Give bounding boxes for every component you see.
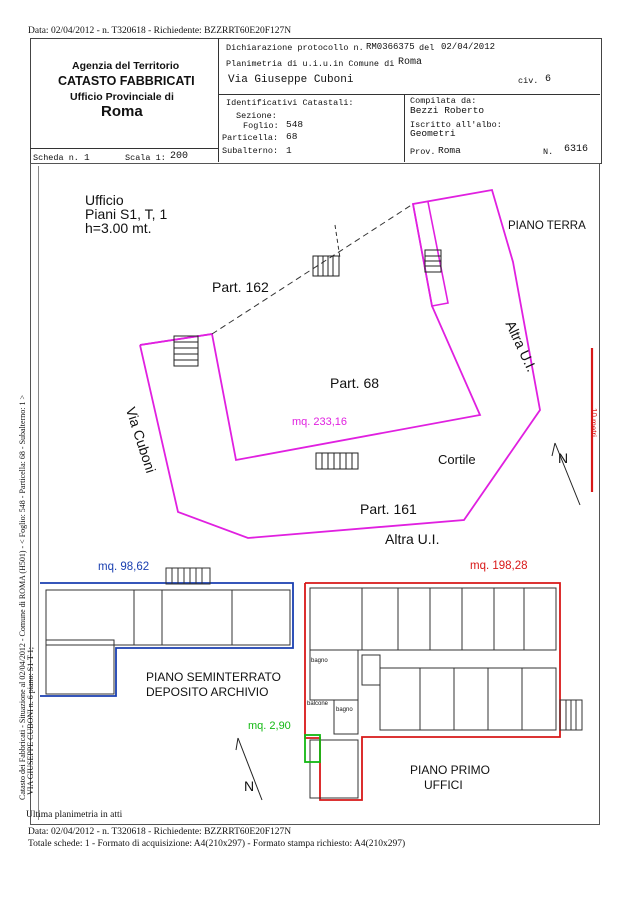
- label-via-cuboni: Via Cuboni: [122, 405, 160, 475]
- plan-title-line-3: h=3.00 mt.: [85, 220, 152, 236]
- label-part-162: Part. 162: [212, 279, 269, 295]
- particella-value: 68: [286, 131, 298, 142]
- foglio-label: Foglio:: [243, 121, 279, 131]
- label-piano-terra: PIANO TERRA: [508, 220, 586, 232]
- label-area-seminterrato: mq. 98,62: [98, 561, 150, 573]
- footer-line-1: Data: 02/04/2012 - n. T320618 - Richiedente: BZZRRT60E20F127N: [28, 827, 292, 837]
- scheda-label: Scheda n.: [33, 153, 79, 163]
- agency-city: Roma: [101, 103, 143, 120]
- stairs-upper-left: [174, 336, 198, 366]
- n-value: 6316: [564, 144, 589, 155]
- side-stamp: Catasto dei Fabbricati - Situazione al 02/04/2012 - Comune di ROMA (H501) - < Foglio: 548 - Particella: 68 - Subalterno: 1 >: [18, 395, 27, 800]
- declaration-label: Dichiarazione protocollo n.: [226, 43, 364, 53]
- label-piano-seminterrato: PIANO SEMINTERRATO: [146, 670, 281, 684]
- albo-label: Iscritto all'albo:: [410, 120, 502, 130]
- label-part-161: Part. 161: [360, 501, 417, 517]
- label-area-primo: mq. 198,28: [470, 560, 528, 572]
- header-top-line: Data: 02/04/2012 - n. T320618 - Richiedente: BZZRRT60E20F127N: [28, 26, 292, 36]
- declaration-date: 02/04/2012: [441, 42, 496, 52]
- footer-ultima: Ultima planimetria in atti: [26, 810, 123, 820]
- declaration-del: del: [419, 43, 435, 53]
- particella-label: Particella:: [222, 133, 279, 143]
- balcony-outline: [305, 735, 320, 762]
- foglio-value: 548: [286, 119, 304, 130]
- label-piano-primo: PIANO PRIMO: [410, 763, 491, 777]
- identificativi-title: Identificativi Catastali:: [226, 98, 354, 108]
- label-bagno-1: bagno: [311, 658, 328, 664]
- compilata-label: Compilata da:: [410, 96, 477, 106]
- compilata-name: Bezzi Roberto: [410, 105, 485, 116]
- label-scale-bar: 10 metri: [589, 408, 598, 437]
- address-street: Via Giuseppe Cuboni: [228, 74, 354, 86]
- declaration-number: RM0366375: [366, 42, 415, 52]
- scala-label: Scala 1:: [125, 153, 166, 163]
- subalterno-label: Subalterno:: [222, 146, 279, 156]
- label-north-lower: N: [244, 778, 255, 794]
- label-uffici: UFFICI: [424, 778, 463, 792]
- address-civ: 6: [545, 74, 552, 85]
- label-area-balcone: mq. 2,90: [248, 720, 291, 732]
- label-cortile: Cortile: [438, 452, 476, 467]
- subalterno-value: 1: [286, 145, 292, 156]
- label-area-terra: mq. 233,16: [292, 416, 348, 428]
- scala-value: 200: [170, 151, 189, 162]
- n-label: N.: [543, 147, 554, 157]
- albo-value: Geometri: [410, 128, 456, 139]
- label-deposito-archivio: DEPOSITO ARCHIVIO: [146, 685, 269, 699]
- prov-value: Roma: [438, 145, 461, 156]
- label-bagno-2: bagno: [336, 707, 353, 713]
- label-north-upper: N: [558, 450, 569, 466]
- sezione-label: Sezione:: [236, 111, 277, 121]
- agency-ufficio: Ufficio Provinciale di: [70, 91, 174, 103]
- address-civ-label: civ.: [518, 76, 539, 86]
- scheda-value: 1: [84, 152, 90, 163]
- ground-floor-outline: [140, 190, 540, 538]
- ground-floor-notch: [413, 202, 448, 306]
- prov-label: Prov.: [410, 147, 436, 157]
- side-stamp-2: VIA GIUSEPPE CUBONI n. 6 piano: S1-T-1;: [26, 647, 35, 795]
- label-altra-ui-right: Altra U.I.: [502, 318, 541, 375]
- plan-title-line-1: Ufficio: [85, 192, 124, 208]
- agency-name: Agenzia del Territorio: [72, 60, 180, 72]
- planimetria-comune: Roma: [398, 57, 423, 68]
- stairs-cortile: [316, 453, 358, 469]
- agency-catasto: CATASTO FABBRICATI: [58, 74, 195, 88]
- label-altra-ui-bottom: Altra U.I.: [385, 531, 440, 547]
- footer-line-2: Totale schede: 1 - Formato di acquisizione: A4(210x297) - Formato stampa richiesto: A4(210x297): [28, 839, 406, 849]
- plan-title-line-2: Piani S1, T, 1: [85, 206, 168, 222]
- label-balcone: balcone: [307, 701, 329, 707]
- planimetria-label: Planimetria di u.i.u.in Comune di: [226, 59, 395, 69]
- boundary-dashed-line-2: [335, 225, 340, 258]
- label-part-68: Part. 68: [330, 375, 380, 391]
